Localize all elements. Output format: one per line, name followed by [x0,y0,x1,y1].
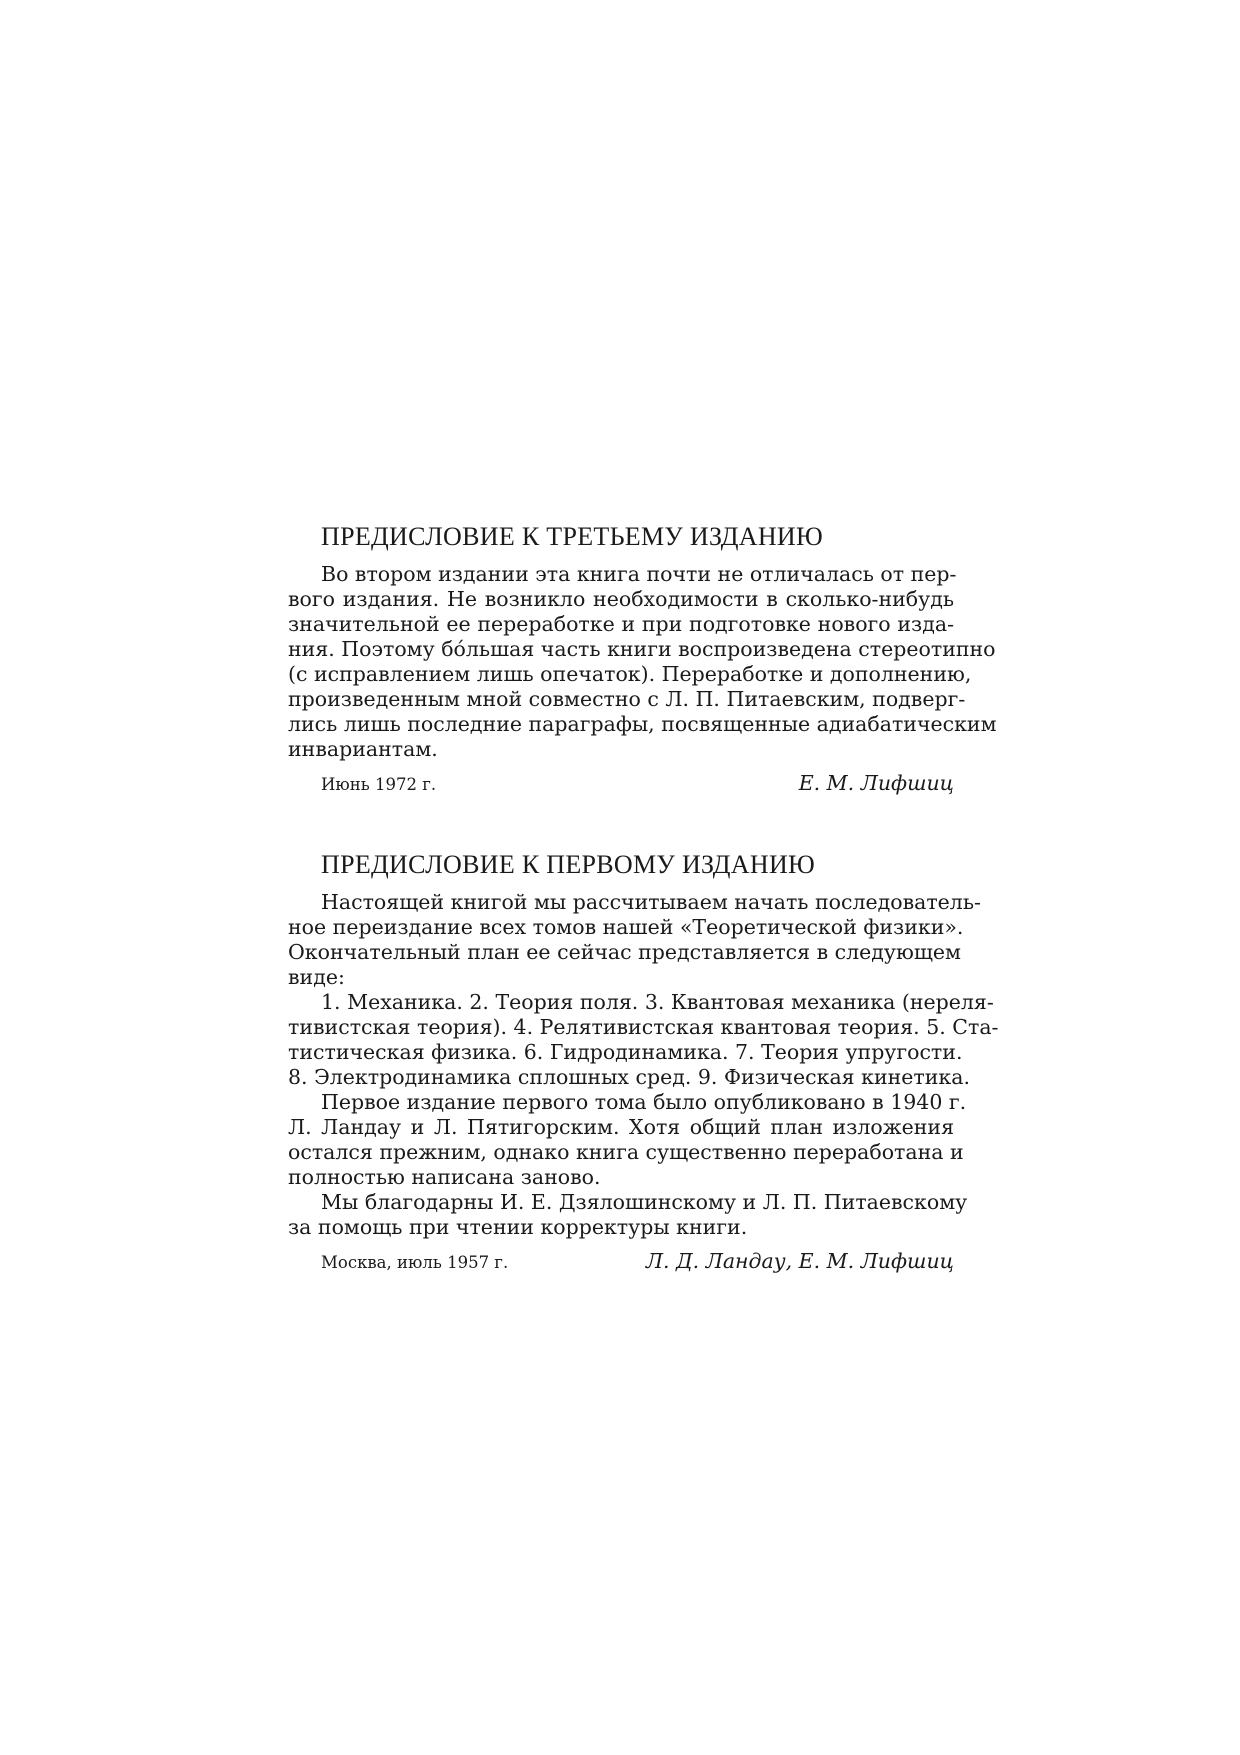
text-line: ния. Поэтому бо́льшая часть книги воспроизведена стереотипно [288,637,996,661]
text-line: ное переиздание всех томов нашей «Теоретической физики». [288,915,964,939]
text-line: за помощь при чтении корректуры книги. [288,1215,748,1239]
preface-first-edition [288,848,999,1277]
text-line: Мы благодарны И. Е. Дзялошинскому и Л. П. Питаевскому [321,1190,968,1214]
text-line: тивистская теория). 4. Релятивистская квантовая теория. 5. Ста- [288,1015,999,1039]
text-line: Настоящей книгой мы рассчитываем начать последователь- [321,890,981,914]
signature-date: Июнь 1972 г. [321,775,437,794]
paragraph [288,1090,967,1190]
section-heading: ПРЕДИСЛОВИЕ К ПЕРВОМУ ИЗДАНИЮ [321,850,816,879]
text-line: полностью написана заново. [288,1165,601,1189]
text-line: Первое издание первого тома было опубликовано в 1940 г. [321,1090,967,1114]
signature-author: Е. М. Лифшиц [798,771,954,795]
paragraph-acknowledgements [288,1190,968,1240]
text-line: Во втором издании эта книга почти не отличалась от пер- [321,562,957,586]
text-line: 8. Электродинамика сплошных сред. 9. Физическая кинетика. [288,1065,970,1089]
signature-row [288,1249,954,1277]
text-line: виде: [288,965,345,989]
text-line: лись лишь последние параграфы, посвященные адиабатическим [288,712,997,736]
text-line: 1. Механика. 2. Теория поля. 3. Квантовая механика (нереля- [321,990,994,1014]
text-line: тистическая физика. 6. Гидродинамика. 7. Теория упругости. [288,1040,963,1064]
text-line: значительной ее переработке и при подготовке нового изда- [288,612,954,636]
text-line: Л. Ландау и Л. Пятигорским. Хотя общий план изложения [288,1115,954,1139]
text-line: (с исправлением лишь опечаток). Переработке и дополнению, [288,662,972,686]
section-heading: ПРЕДИСЛОВИЕ К ТРЕТЬЕМУ ИЗДАНИЮ [321,522,824,551]
paragraph [288,562,997,762]
signature-row [288,771,954,799]
text-line: произведенным мной совместно с Л. П. Питаевским, подверг- [288,687,966,711]
text-line: Окончательный план ее сейчас представляется в следующем [288,940,961,964]
signature-author: Л. Д. Ландау, Е. М. Лифшиц [645,1249,954,1273]
text-line: остался прежним, однако книга существенно переработана и [288,1140,964,1164]
paragraph-volume-list [288,990,999,1090]
preface-third-edition [288,520,997,799]
signature-date: Москва, июль 1957 г. [321,1253,509,1272]
paragraph [288,890,981,990]
text-line: инвариантам. [288,737,438,761]
text-line: вого издания. Не возникло необходимости в сколько-нибудь [288,587,954,611]
